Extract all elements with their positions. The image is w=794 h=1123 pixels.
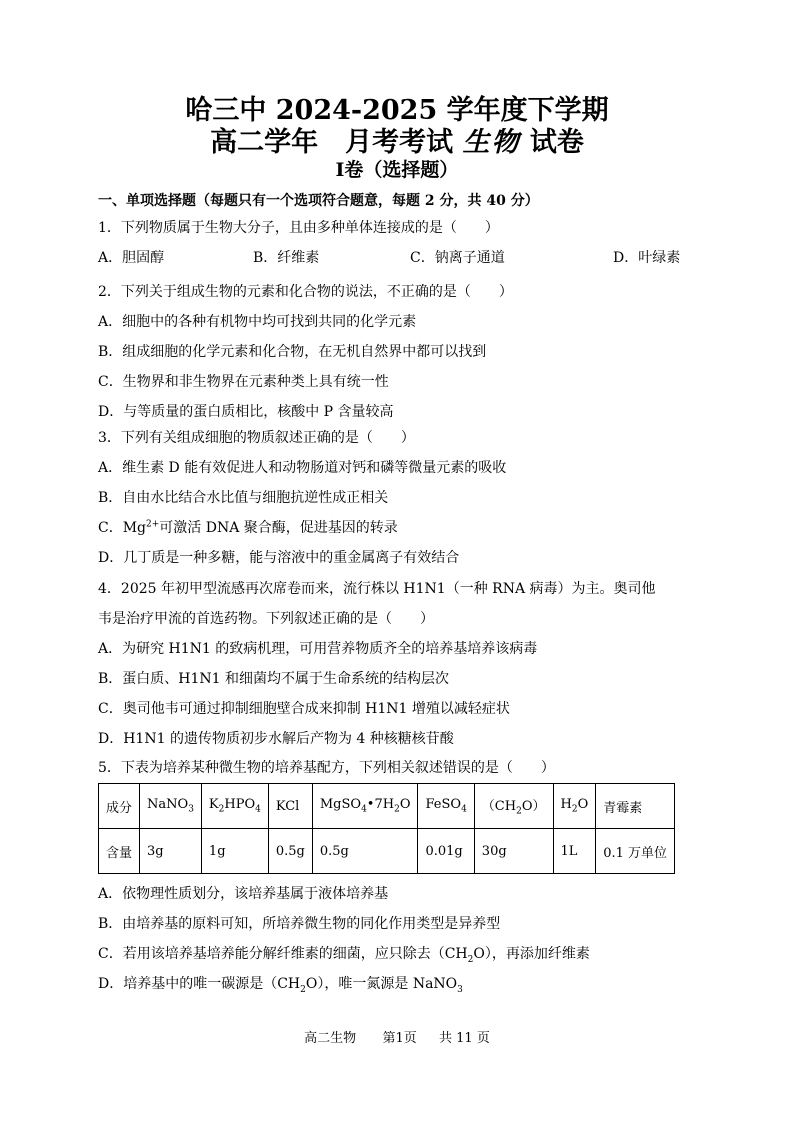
q5-option-b: B．由培养基的原料可知，所培养微生物的同化作用类型是异养型 [98,916,501,932]
q1-option-a: A．胆固醇 [98,250,165,266]
table-row-ingredients [99,784,675,829]
table-row-amounts [99,829,675,874]
table-cell: 1g [201,829,268,874]
table-cell: 0.5g [268,829,312,874]
q3-stem: 3．下列有关组成细胞的物质叙述正确的是（ ） [98,430,415,446]
table-cell: 1L [553,829,596,874]
q2-option-b: B．组成细胞的化学元素和化合物，在无机自然界中都可以找到 [98,344,487,360]
table-cell: 3g [140,829,202,874]
q1-option-c: C．钠离子通道 [410,250,505,266]
q3-option-d: D．几丁质是一种多糖，能与溶液中的重金属离子有效结合 [98,550,460,566]
q3-option-a: A．维生素 D 能有效促进人和动物肠道对钙和磷等微量元素的吸收 [98,460,507,476]
exam-title-line2 [0,120,794,159]
q2-stem: 2．下列关于组成生物的元素和化合物的说法，不正确的是（ ） [98,284,513,300]
q3-option-b: B．自由水比结合水比值与细胞抗逆性成正相关 [98,490,389,506]
footer-subject: 高二生物 [304,1031,357,1046]
table-cell: 成分 [99,784,140,829]
q4-option-a: A．为研究 H1N1 的致病机理，可用营养物质齐全的培养基培养该病毒 [98,641,538,657]
q4-stem-line2: 韦是治疗甲流的首选药物。下列叙述正确的是（ ） [98,611,434,627]
section-heading: 一、单项选择题（每题只有一个选项符合题意，每题 2 分，共 40 分） [98,193,539,209]
q1-options [98,247,698,267]
table-cell: FeSO$_4$ [418,784,474,829]
table-cell: 30g [474,829,553,874]
q1-option-d: D．叶绿素 [613,250,681,266]
table-cell: NaNO$_3$ [140,784,202,829]
table-cell: KCl [268,784,312,829]
exam-title-subject: 生物 [462,127,521,158]
table-cell: $MgSO_4•7H_2O$ [312,784,418,829]
q1-stem: 1．下列物质属于生物大分子，且由多种单体连接成的是（ ） [98,220,499,236]
table-cell: $H_2O$ [553,784,596,829]
page-footer [0,1027,794,1046]
table-cell: 青霉素 [596,784,675,829]
q5-option-c: C．若用该培养基培养能分解纤维素的细菌，应只除去$(CH_2O)$，再添加纤维素 [98,946,590,965]
table-cell: $(CH_2O)$ [474,784,553,829]
table-cell: $K_2HPO_4$ [201,784,268,829]
q1-option-b: B．纤维素 [253,250,320,266]
table-cell: 0.01g [418,829,474,874]
culture-medium-table [98,783,675,874]
q4-option-b: B．蛋白质、H1N1 和细菌均不属于生命系统的结构层次 [98,671,450,687]
exam-title-line1: 哈三中 2024-2025 学年度下学期 [185,95,609,126]
q2-option-c: C．生物界和非生物界在元素种类上具有统一性 [98,374,389,390]
q3-option-c: C．$Mg^{2+}$可激活 DNA 聚合酶，促进基因的转录 [98,519,398,536]
q5-option-d: D．培养基中的唯一碳源是$(CH_2O)$，唯一氮源是 NaNO$_3$ [98,976,463,995]
q2-option-d: D．与等质量的蛋白质相比，核酸中 P 含量较高 [98,404,394,420]
q2-option-a: A．细胞中的各种有机物中均可找到共同的化学元素 [98,314,417,330]
table-cell: 0.1 万单位 [596,829,675,874]
footer-page-number: 第1页 [382,1031,417,1046]
footer-total-pages: 共 11 页 [439,1031,490,1046]
q4-option-c: C．奥司他韦可通过抑制细胞壁合成来抑制 H1N1 增殖以减轻症状 [98,701,510,717]
q5-option-a: A．依物理性质划分，该培养基属于液体培养基 [98,886,389,902]
table-cell: 含量 [99,829,140,874]
q5-stem: 5．下表为培养某种微生物的培养基配方，下列相关叙述错误的是（ ） [98,760,555,776]
volume-title: Ⅰ卷（选择题） [335,159,459,181]
q4-stem-line1: 4．2025 年初甲型流感再次席卷而来，流行株以 H1N1（一种 RNA 病毒）为主。奥司他 [98,581,656,597]
q4-option-d: D．H1N1 的遗传物质初步水解后产物为 4 种核糖核苷酸 [98,731,454,747]
exam-title-suffix: 试卷 [529,127,584,158]
exam-title-grade: 高二学年 月考考试 [210,127,454,158]
table-cell: 0.5g [312,829,418,874]
